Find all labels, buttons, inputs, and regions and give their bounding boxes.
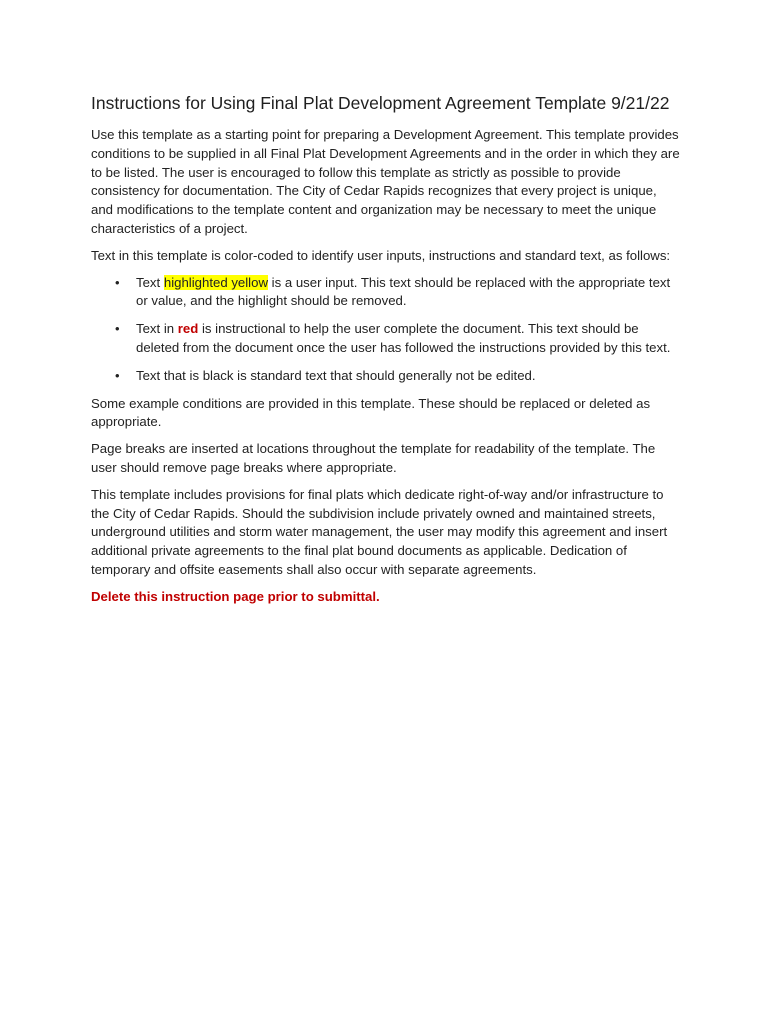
- color-code-list: [91, 274, 681, 386]
- color-code-intro: Text in this template is color-coded to identify user inputs, instructions and standard text, as follows:: [91, 247, 671, 263]
- red-text: red: [177, 321, 199, 337]
- provisions-paragraph: This template includes provisions for final plats which dedicate right-of-way and/or infrastructure to the City of Cedar Rapids. Should the subdivision include privately owned and maintained streets, underground utilities and storm water management, the user may modify this agreement and insert additional private agreements to the final plat bound documents as applicable. Dedication of temporary and offsite easements shall also occur with separate agreements.: [91, 486, 668, 577]
- highlighted-text: highlighted yellow: [163, 274, 268, 290]
- page-breaks-paragraph: Page breaks are inserted at locations throughout the template for readability of the template. The user should remove page breaks where appropriate.: [91, 441, 656, 475]
- list-item-user-input: • Text highlighted yellow is a user input. This text should be replaced with the appropriate text or value, and the highlight should be removed.: [115, 274, 671, 309]
- list-item-instruction: • Text in red is instructional to help the user complete the document. This text should be deleted from the document once the user has followed the instructions provided by this text.: [115, 321, 671, 355]
- delete-instruction-note: Delete this instruction page prior to submittal.: [91, 588, 380, 604]
- document-title: Instructions for Using Final Plat Development Agreement Template 9/21/22: [91, 93, 670, 113]
- bullet-icon: •: [115, 367, 120, 383]
- bullet-icon: •: [115, 274, 120, 290]
- bullet-icon: •: [115, 321, 120, 337]
- examples-paragraph: Some example conditions are provided in this template. These should be replaced or deleted as appropriate.: [91, 395, 651, 430]
- document-page: [91, 92, 681, 607]
- list-item-standard: • Text that is black is standard text that should generally not be edited.: [136, 367, 681, 386]
- intro-paragraph: Use this template as a starting point for preparing a Development Agreement. This template provides conditions to be supplied in all Final Plat Development Agreements and in the order in which they are to be listed. The user is encouraged to follow this template as strictly as possible to provide consistency for documentation. The City of Cedar Rapids recognizes that every project is unique, and modifications to the template content and organization may be necessary to meet the unique characteristics of a project.: [91, 127, 680, 236]
